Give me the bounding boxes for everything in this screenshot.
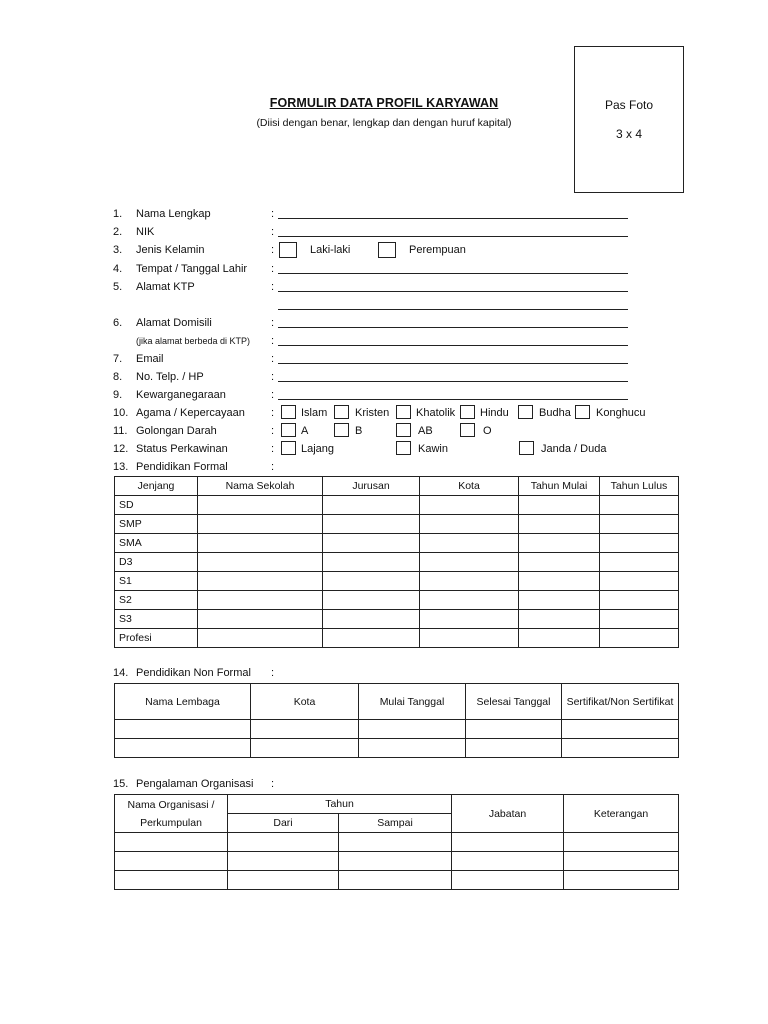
table-row [115,833,679,852]
column-header: Selesai Tanggal [466,684,562,720]
table-cell[interactable] [323,591,420,610]
option-label: Konghucu [596,407,646,419]
jenjang-cell: SMP [115,515,198,534]
table-row [115,871,679,890]
jenjang-cell: D3 [115,553,198,572]
ttl-input-line[interactable] [278,273,628,274]
table-cell[interactable] [564,852,679,871]
checkbox-islam[interactable] [281,405,296,419]
field-label: Email [136,353,164,365]
field-label: Agama / Kepercayaan [136,407,245,419]
option-label: Lajang [301,443,335,455]
table-row [115,629,679,648]
field-colon: : [271,778,275,790]
field-label: No. Telp. / HP [136,371,204,383]
jenjang-cell: S1 [115,572,198,591]
table-cell[interactable] [339,833,452,852]
kewarganegaraan-input-line[interactable] [278,399,628,400]
checkbox-o[interactable] [460,423,475,437]
option-label: Khatolik [416,407,456,419]
table-cell[interactable] [359,720,466,739]
column-header: Nama Lembaga [115,684,251,720]
table-cell[interactable] [600,610,679,629]
field-number: 2. [113,226,123,238]
table-cell[interactable] [339,852,452,871]
field-colon: : [271,667,275,679]
table-cell[interactable] [228,833,339,852]
field-colon: : [271,353,275,365]
telp-input-line[interactable] [278,381,628,382]
table-header-row [115,684,679,720]
checkbox-budha[interactable] [518,405,533,419]
table-cell[interactable] [251,720,359,739]
checkbox-perempuan[interactable] [378,242,396,258]
table-cell[interactable] [519,629,600,648]
field-label: Pengalaman Organisasi [136,778,254,790]
table-row [115,496,679,515]
table-cell[interactable] [420,515,519,534]
field-number: 13. [113,461,129,473]
field-label: NIK [136,226,155,238]
checkbox-lajang[interactable] [281,441,296,455]
field-number: 15. [113,778,129,790]
option-label: Kawin [418,443,448,455]
option-label: Hindu [480,407,509,419]
checkbox-kristen[interactable] [334,405,349,419]
table-row [115,852,679,871]
option-label: AB [418,425,433,437]
field-label: Nama Lengkap [136,208,211,220]
table-cell[interactable] [198,534,323,553]
field-number: 1. [113,208,123,220]
option-label: O [483,425,492,437]
checkbox-khatolik[interactable] [396,405,411,419]
option-label: A [301,425,309,437]
photo-box [574,46,684,193]
field-label: Alamat KTP [136,281,195,293]
table-header-row [115,477,679,496]
option-label: Kristen [355,407,390,419]
table-cell[interactable] [600,629,679,648]
column-header: Kota [420,477,519,496]
table-cell[interactable] [198,591,323,610]
option-label: B [355,425,363,437]
table-cell[interactable] [519,534,600,553]
field-colon: : [271,263,275,275]
table-cell[interactable] [323,553,420,572]
table-cell[interactable] [519,496,600,515]
table-cell[interactable] [519,610,600,629]
table-cell[interactable] [198,515,323,534]
alamat-ktp-input-line[interactable] [278,291,628,292]
table-cell[interactable] [420,534,519,553]
alamat-domisili-input-line-2[interactable] [278,345,628,346]
table-cell[interactable] [519,515,600,534]
table-row [115,515,679,534]
table-cell[interactable] [251,739,359,758]
table-cell[interactable] [564,833,679,852]
field-number: 7. [113,353,123,365]
table-cell[interactable] [323,629,420,648]
option-label: Perempuan [409,244,466,256]
column-header: Mulai Tanggal [359,684,466,720]
table-cell[interactable] [466,720,562,739]
table-cell[interactable] [198,496,323,515]
table-cell[interactable] [600,534,679,553]
table-cell[interactable] [564,871,679,890]
table-row [115,739,679,758]
field-colon: : [271,425,275,437]
field-label: Jenis Kelamin [136,244,205,256]
table-cell[interactable] [198,610,323,629]
table-cell[interactable] [600,496,679,515]
table-row [115,720,679,739]
field-number: 8. [113,371,123,383]
column-header: Jenjang [115,477,198,496]
jenjang-cell: S2 [115,591,198,610]
field-note: (jika alamat berbeda di KTP) [136,336,251,346]
option-label: Laki-laki [310,244,351,256]
field-colon: : [271,407,275,419]
field-label: Pendidikan Non Formal [136,667,251,679]
table-cell[interactable] [228,852,339,871]
table-cell[interactable] [420,610,519,629]
field-number: 5. [113,281,123,293]
field-colon: : [271,371,275,383]
checkbox-kawin[interactable] [396,441,411,455]
table-cell[interactable] [323,610,420,629]
column-header: Keterangan [564,795,679,833]
table-row [115,591,679,610]
field-colon: : [271,389,275,401]
table-cell[interactable] [420,572,519,591]
table-cell[interactable] [198,553,323,572]
column-header: Nama Sekolah [198,477,323,496]
option-label: Islam [301,407,328,419]
field-number: 9. [113,389,123,401]
checkbox-hindu[interactable] [460,405,475,419]
table-row [115,534,679,553]
alamat-domisili-input-line[interactable] [278,327,628,328]
formal-education-table [114,476,679,648]
field-colon: : [271,443,275,455]
table-cell[interactable] [115,739,251,758]
table-cell[interactable] [519,591,600,610]
column-header: Sampai [339,814,452,833]
table-cell[interactable] [562,720,679,739]
field-label: Status Perkawinan [136,443,228,455]
table-cell[interactable] [600,572,679,591]
jenjang-cell: S3 [115,610,198,629]
table-cell[interactable] [359,739,466,758]
option-label: Janda / Duda [541,443,607,455]
table-row [115,610,679,629]
table-row [115,572,679,591]
column-header: Tahun Lulus [600,477,679,496]
column-header: Nama Organisasi / Perkumpulan [115,795,228,833]
table-cell[interactable] [323,515,420,534]
table-cell[interactable] [323,572,420,591]
non-formal-table [114,683,679,758]
table-cell[interactable] [562,739,679,758]
field-number: 4. [113,263,123,275]
photo-label: Pas Foto [604,98,654,112]
table-header-row [115,795,679,814]
table-cell[interactable] [115,852,228,871]
field-colon: : [271,226,275,238]
photo-size: 3 x 4 [615,127,642,141]
field-colon: : [271,335,275,347]
field-number: 10. [113,407,129,419]
checkbox-janda-duda[interactable] [519,441,534,455]
field-number: 11. [113,425,128,437]
field-label: Alamat Domisili [136,317,212,329]
table-cell[interactable] [600,591,679,610]
field-label: Tempat / Tanggal Lahir [136,263,248,275]
field-colon: : [271,208,275,220]
nama-lengkap-input-line[interactable] [278,218,628,219]
column-header: Kota [251,684,359,720]
column-header: Tahun Mulai [519,477,600,496]
table-cell[interactable] [600,553,679,572]
table-cell[interactable] [323,534,420,553]
column-header: Dari [228,814,339,833]
table-cell[interactable] [228,871,339,890]
table-cell[interactable] [519,553,600,572]
table-cell[interactable] [420,629,519,648]
table-row [115,553,679,572]
alamat-ktp-input-line-2[interactable] [278,309,628,310]
field-colon: : [271,244,275,256]
field-label: Pendidikan Formal [136,461,228,473]
table-cell[interactable] [198,572,323,591]
column-header: Tahun [228,795,452,814]
column-header: Sertifikat/Non Sertifikat [562,684,679,720]
table-cell[interactable] [466,739,562,758]
organisasi-table [114,794,679,890]
column-header: Jurusan [323,477,420,496]
field-label: Golongan Darah [136,425,217,437]
table-cell[interactable] [115,720,251,739]
jenjang-cell: SMA [115,534,198,553]
checkbox-konghucu[interactable] [575,405,590,419]
field-number: 6. [113,317,123,329]
checkbox-b[interactable] [334,423,349,437]
field-number: 3. [113,244,123,256]
table-cell[interactable] [339,871,452,890]
field-number: 12. [113,443,129,455]
field-colon: : [271,461,275,473]
option-label: Budha [539,407,571,419]
table-cell[interactable] [452,833,564,852]
table-cell[interactable] [452,852,564,871]
table-cell[interactable] [452,871,564,890]
table-cell[interactable] [420,496,519,515]
table-cell[interactable] [115,833,228,852]
table-cell[interactable] [519,572,600,591]
column-header: Jabatan [452,795,564,833]
field-number: 14. [113,667,129,679]
table-cell[interactable] [198,629,323,648]
table-cell[interactable] [420,553,519,572]
form-subtitle: (Diisi dengan benar, lengkap dan dengan huruf kapital) [256,117,512,129]
table-cell[interactable] [600,515,679,534]
field-colon: : [271,281,275,293]
field-colon: : [271,317,275,329]
table-cell[interactable] [323,496,420,515]
field-label: Kewarganegaraan [136,389,226,401]
checkbox-laki-laki[interactable] [279,242,297,258]
nik-input-line[interactable] [278,236,628,237]
checkbox-a[interactable] [281,423,296,437]
jenjang-cell: SD [115,496,198,515]
email-input-line[interactable] [278,363,628,364]
table-cell[interactable] [115,871,228,890]
table-cell[interactable] [420,591,519,610]
form-title: FORMULIR DATA PROFIL KARYAWAN [269,96,499,110]
checkbox-ab[interactable] [396,423,411,437]
jenjang-cell: Profesi [115,629,198,648]
